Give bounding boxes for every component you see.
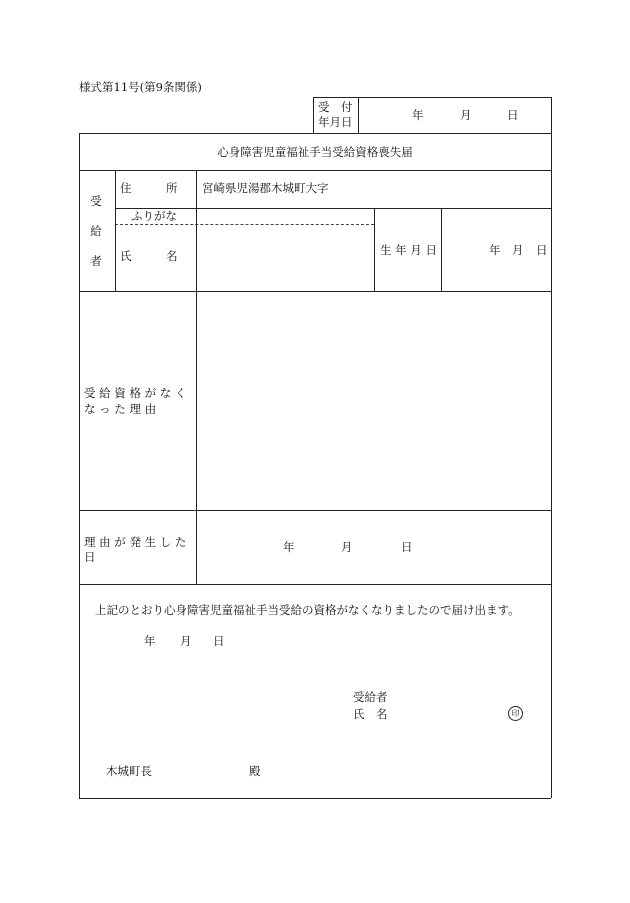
occurrence-day: 日	[401, 540, 413, 554]
applicant-label: 受給者	[353, 690, 388, 704]
receipt-year: 年	[412, 108, 424, 122]
form-title: 心身障害児童福祉手当受給資格喪失届	[217, 145, 413, 159]
honorific: 殿	[249, 764, 261, 778]
receipt-label-bottom: 年月日	[318, 115, 353, 129]
form-number: 様式第11号(第9条関係)	[79, 80, 202, 94]
address-value[interactable]: 宮崎県児湯郡木城町大字	[202, 181, 329, 195]
birth-month: 月	[512, 243, 524, 257]
reason-label-line1: 受 給 資 格 が な く	[84, 386, 187, 400]
occurrence-year: 年	[283, 540, 295, 554]
reason-input-area[interactable]	[197, 292, 550, 509]
name-label: 氏 名	[120, 249, 178, 263]
seal-icon: 印	[508, 706, 523, 721]
receipt-month: 月	[460, 108, 472, 122]
occurrence-label-line1: 理 由 が 発 生 し た	[84, 535, 187, 549]
addressee: 木城町長	[106, 764, 152, 778]
name-input-area[interactable]	[197, 225, 373, 290]
address-label: 住 所	[120, 181, 178, 195]
receipt-label-top: 受 付	[318, 100, 353, 114]
furigana-label: ふりがな	[131, 209, 177, 223]
applicant-name-label: 氏 名	[353, 707, 388, 721]
recipient-label-char-2: 給	[90, 224, 102, 238]
receipt-day: 日	[507, 108, 519, 122]
declaration-year: 年	[144, 634, 156, 648]
recipient-label-char-1: 受	[90, 194, 102, 208]
occurrence-label-line2: 日	[84, 550, 96, 564]
birthdate-label: 生 年 月 日	[380, 243, 437, 257]
declaration-statement: 上記のとおり心身障害児童福祉手当受給の資格がなくなりましたので届け出ます。	[95, 603, 520, 617]
birth-day: 日	[536, 243, 548, 257]
recipient-label-char-3: 者	[90, 254, 102, 268]
declaration-month: 月	[180, 634, 192, 648]
birth-year: 年	[489, 243, 501, 257]
declaration-day: 日	[213, 634, 225, 648]
reason-label-line2: な っ た 理 由	[84, 402, 157, 416]
occurrence-month: 月	[341, 540, 353, 554]
